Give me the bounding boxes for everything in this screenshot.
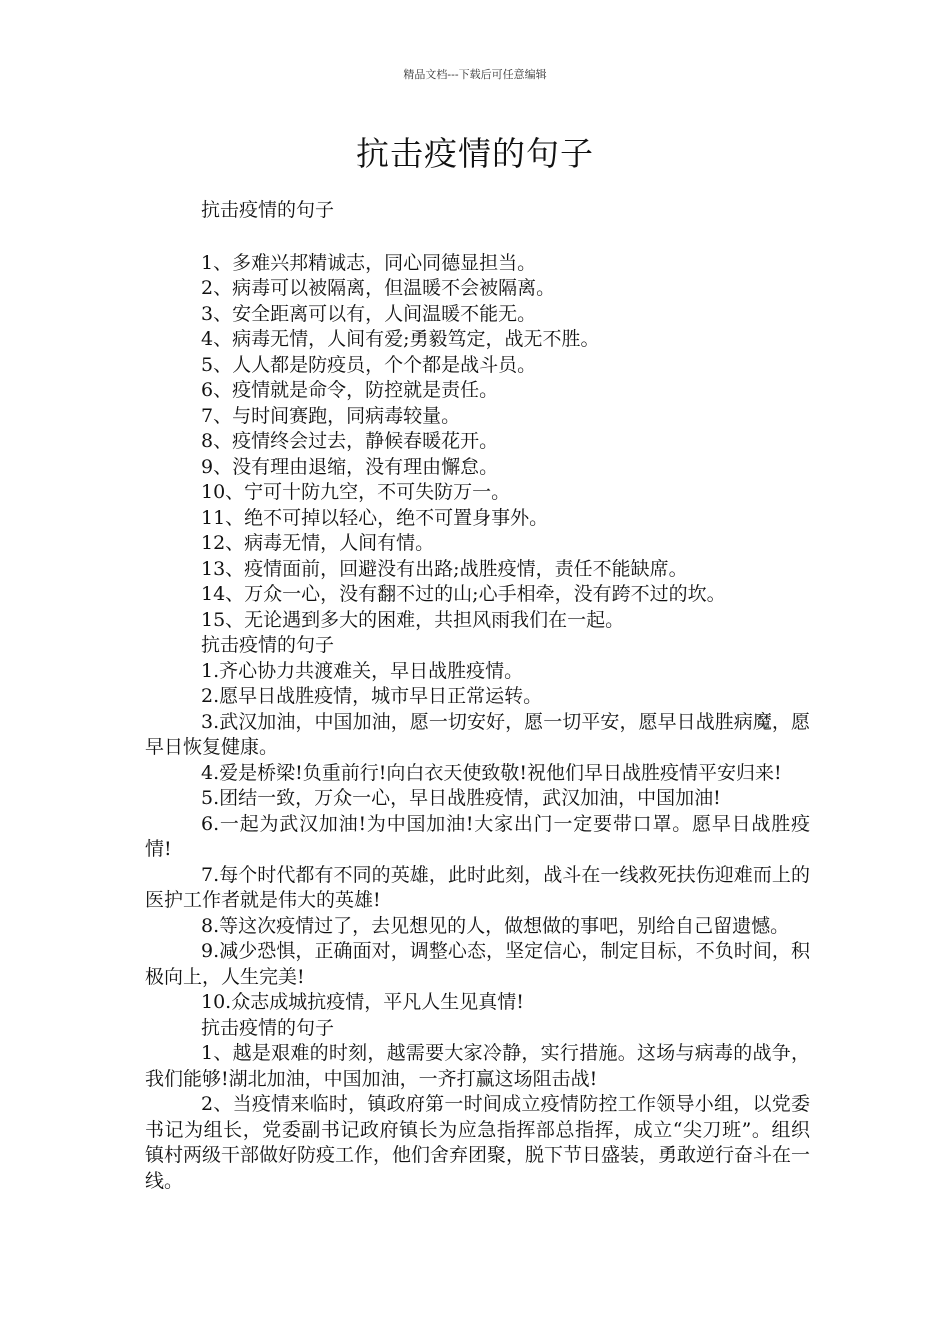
list-item: 7、与时间赛跑，同病毒较量。 [201,404,461,427]
list-item: 2、当疫情来临时，镇政府第一时间成立疫情防控工作领导小组，以党委书记为组长，党委副书记政府镇长为应急指挥部总指挥，成立“尖刀班”。组织镇村两级干部做好防疫工作，他们舍弃团聚，脱下节日盛装，勇敢逆行奋斗在一线。 [145,1093,811,1192]
list-item: 6.一起为武汉加油!为中国加油!大家出门一定要带口罩。愿早日战胜疫情! [145,812,810,860]
list-item: 11、绝不可掉以轻心，绝不可置身事外。 [201,506,549,529]
list-item: 10.众志成城抗疫情，平凡人生见真情! [201,991,524,1013]
list-item: 1、多难兴邦精诚志，同心同德显担当。 [201,251,537,274]
document-title: 抗击疫情的句子 [356,134,594,173]
list-item: 14、万众一心，没有翻不过的山;心手相牵，没有跨不过的坎。 [201,583,726,605]
document-body [145,198,810,1194]
list-item: 5、人人都是防疫员，个个都是战斗员。 [201,353,537,376]
list-item: 1.齐心协力共渡难关，早日战胜疫情。 [201,659,524,682]
header-note: 精品文档---下载后可任意编辑 [403,68,547,81]
list-item: 7.每个时代都有不同的英雄，此时此刻，战斗在一线救死扶伤迎难而上的医护工作者就是伟大的英雄! [145,863,810,911]
list-item: 6、疫情就是命令，防控就是责任。 [201,379,499,401]
list-item: 8、疫情终会过去，静候春暖花开。 [201,430,499,452]
list-item: 2、病毒可以被隔离，但温暖不会被隔离。 [201,277,556,299]
list-item: 13、疫情面前，回避没有出路;战胜疫情，责任不能缺席。 [201,557,688,580]
section-heading: 抗击疫情的句子 [201,1016,335,1039]
list-item: 5.团结一致，万众一心，早日战胜疫情，武汉加油，中国加油! [201,787,721,809]
list-item: 15、无论遇到多大的困难，共担风雨我们在一起。 [201,608,625,631]
list-item: 3、安全距离可以有，人间温暖不能无。 [201,302,537,325]
list-item: 2.愿早日战胜疫情，城市早日正常运转。 [201,685,543,707]
list-item: 4.爱是桥梁!负重前行!向白衣天使致敬!祝他们早日战胜疫情平安归来! [201,761,782,784]
list-item: 3.武汉加油，中国加油，愿一切安好，愿一切平安，愿早日战胜病魔，愿早日恢复健康。 [145,710,810,758]
list-item: 8.等这次疫情过了，去见想见的人，做想做的事吧，别给自己留遗憾。 [201,914,790,937]
section-heading: 抗击疫情的句子 [201,634,335,656]
list-item: 12、病毒无情，人间有情。 [201,532,435,554]
list-item: 1、越是艰难的时刻，越需要大家冷静，实行措施。这场与病毒的战争，我们能够!湖北加油，中国加油，一齐打赢这场阻击战! [145,1042,810,1090]
list-item: 9、没有理由退缩，没有理由懈怠。 [201,455,499,478]
spacer [145,224,810,251]
section-heading: 抗击疫情的句子 [201,199,335,221]
list-item: 4、病毒无情，人间有爱;勇毅笃定，战无不胜。 [201,328,600,350]
list-item: 9.减少恐惧，正确面对，调整心态，坚定信心，制定目标，不负时间，积极向上，人生完美! [145,940,810,988]
list-item: 10、宁可十防九空，不可失防万一。 [201,481,511,503]
